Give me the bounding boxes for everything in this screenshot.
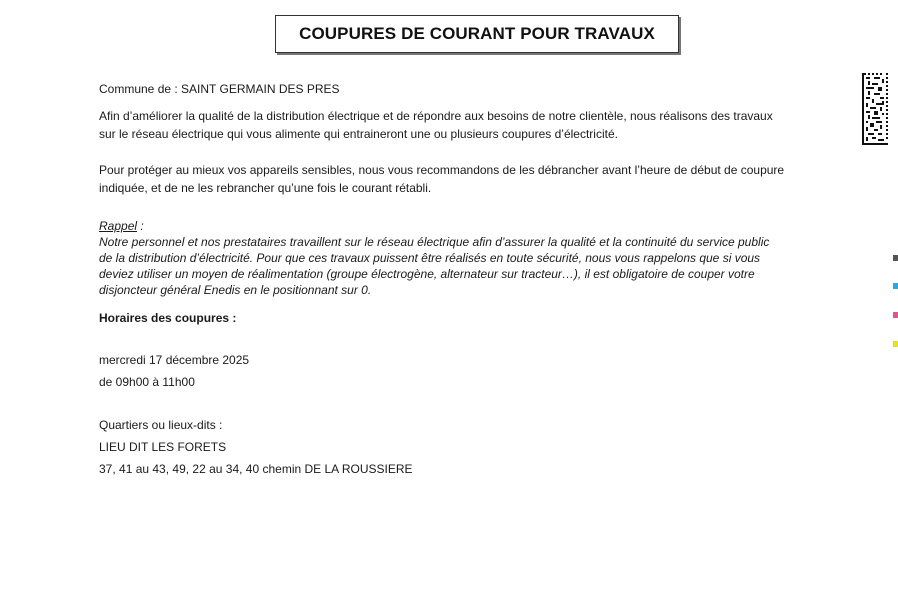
registration-mark-magenta	[893, 312, 898, 318]
intro-line: Afin d’améliorer la qualité de la distribution électrique et de répondre aux besoins de notre clientèle, nous réalisons des travaux	[99, 109, 773, 123]
advice-paragraph	[99, 161, 784, 197]
commune-line: Commune de : SAINT GERMAIN DES PRES	[99, 82, 340, 96]
reminder-line: disjoncteur général Enedis en le positionnant sur 0.	[99, 283, 372, 297]
outage-date: mercredi 17 décembre 2025	[99, 353, 250, 367]
reminder-line: de la distribution d’électricité. Pour que ces travaux puissent être réalisés en toute sécurité, nous vous rappelons que si vous	[99, 251, 761, 265]
reminder-heading	[99, 218, 769, 234]
locations-title: Quartiers ou lieux-dits :	[99, 418, 223, 432]
reminder-line: deviez utiliser un moyen de réalimentation (groupe électrogène, alternateur sur tracteur…), il est obligatoire de couper votre	[99, 267, 755, 281]
advice-line: indiquée, et de ne les rebrancher qu’une fois le courant rétabli.	[99, 181, 432, 195]
registration-mark-yellow	[893, 341, 898, 347]
reminder-label-suffix: :	[137, 219, 144, 233]
schedule-title: Horaires des coupures :	[99, 311, 237, 325]
registration-mark-gray	[893, 255, 898, 261]
registration-mark-cyan	[893, 283, 898, 289]
intro-line: sur le réseau électrique qui vous alimente qui entraineront une ou plusieurs coupures d’électricité.	[99, 127, 618, 141]
location-name: LIEU DIT LES FORETS	[99, 440, 227, 454]
advice-line: Pour protéger au mieux vos appareils sensibles, nous vous recommandons de les débrancher avant l’heure de début de coupure	[99, 163, 785, 177]
datamatrix-code	[862, 73, 888, 145]
reminder-line: Notre personnel et nos prestataires travaillent sur le réseau électrique afin d’assurer la qualité et la continuité du service public	[99, 235, 770, 249]
locations-block	[99, 414, 413, 480]
page-title: COUPURES DE COURANT POUR TRAVAUX	[299, 24, 655, 43]
location-address: 37, 41 au 43, 49, 22 au 34, 40 chemin DE LA ROUSSIERE	[99, 462, 413, 476]
intro-paragraph	[99, 107, 773, 143]
reminder-label: Rappel	[99, 219, 138, 233]
schedule-block	[99, 349, 249, 393]
outage-time: de 09h00 à 11h00	[99, 375, 195, 389]
title-box	[275, 15, 679, 53]
reminder-paragraph	[99, 218, 769, 298]
